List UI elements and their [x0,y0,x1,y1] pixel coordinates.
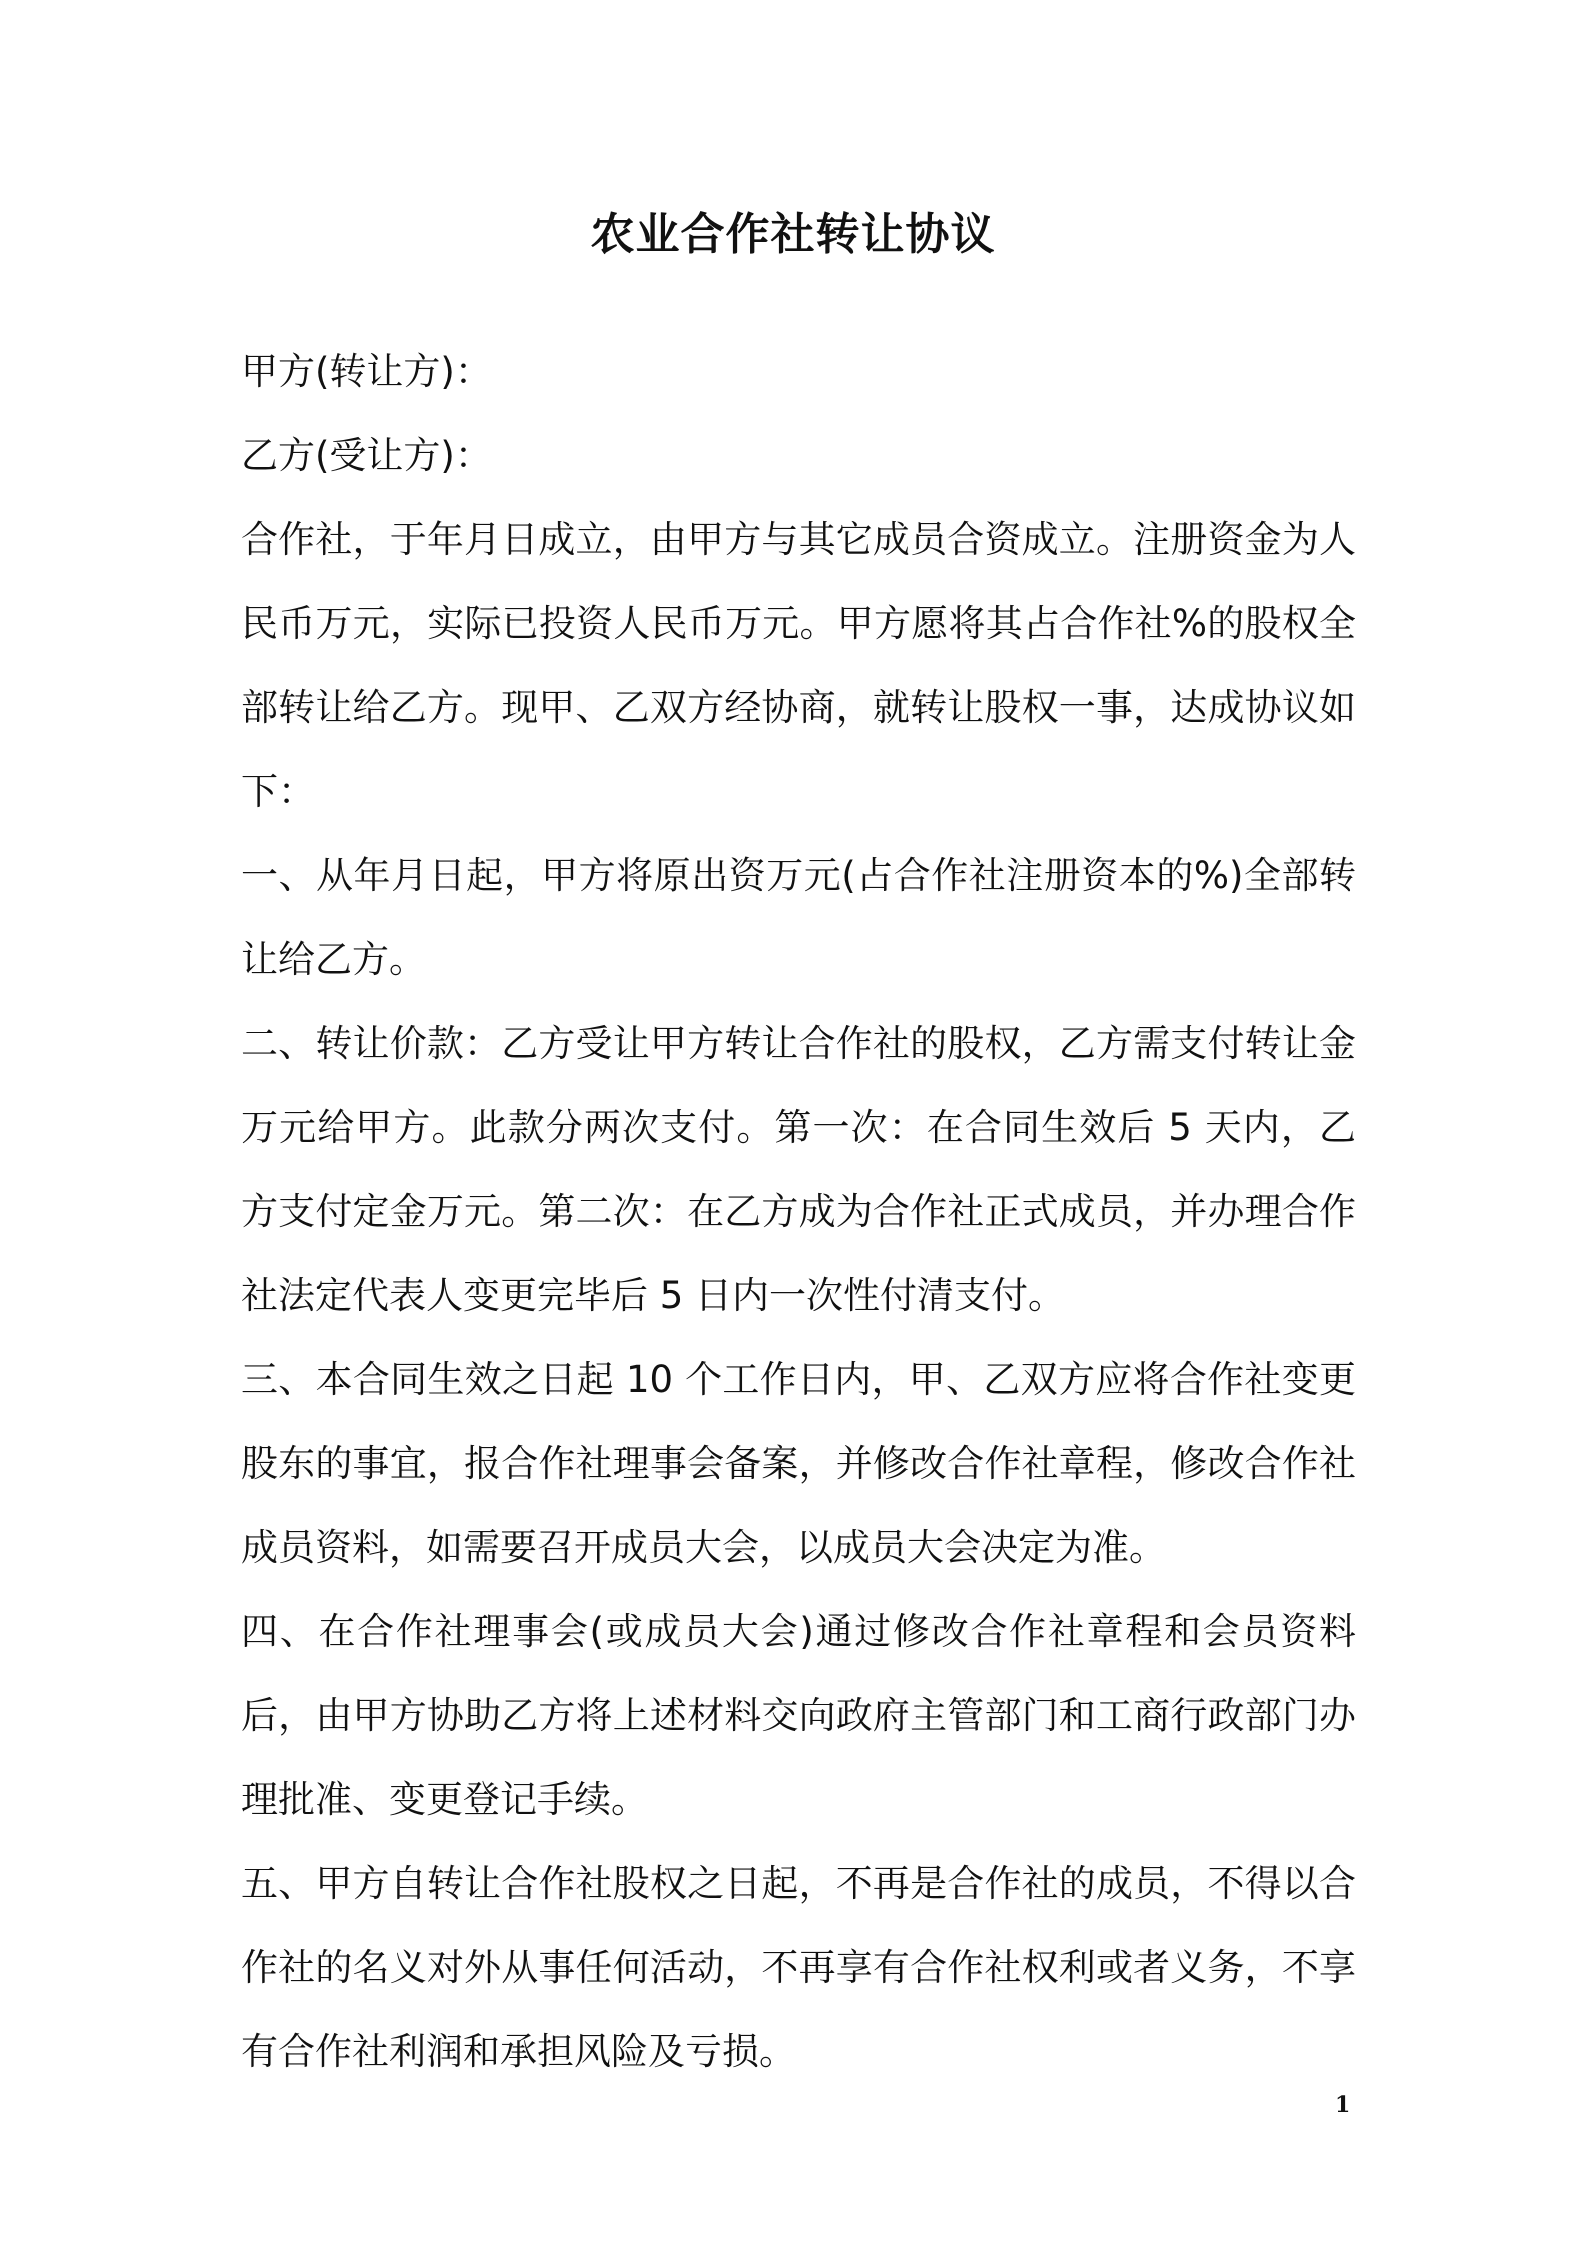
clause-4: 四、在合作社理事会(或成员大会)通过修改合作社章程和会员资料后，由甲方协助乙方将上述材料交向政府主管部门和工商行政部门办理批准、变更登记手续。 [241,1610,1356,1821]
party-b-line: 乙方(受让方)： [241,434,492,477]
clause-5: 五、甲方自转让合作社股权之日起，不再是合作社的成员，不得以合作社的名义对外从事任何活动，不再享有合作社权利或者义务，不享有合作社利润和承担风险及亏损。 [241,1862,1356,2073]
page-number: 1 [1335,2092,1351,2118]
party-a-line: 甲方(转让方)： [241,350,492,393]
document-title: 农业合作社转让协议 [590,209,996,260]
clause-1: 一、从年月日起，甲方将原出资万元(占合作社注册资本的%)全部转让给乙方。 [241,854,1356,981]
clause-3: 三、本合同生效之日起 10 个工作日内，甲、乙双方应将合作社变更股东的事宜，报合作社理事会备案，并修改合作社章程，修改合作社成员资料，如需要召开成员大会，以成员大会决定为准。 [241,1358,1356,1569]
document-body [241,330,1356,2094]
intro-paragraph: 合作社，于年月日成立，由甲方与其它成员合资成立。注册资金为人民币万元，实际已投资人民币万元。甲方愿将其占合作社%的股权全部转让给乙方。现甲、乙双方经协商，就转让股权一事，达成协议如下： [241,518,1356,813]
clause-2: 二、转让价款：乙方受让甲方转让合作社的股权，乙方需支付转让金万元给甲方。此款分两次支付。第一次：在合同生效后 5 天内，乙方支付定金万元。第二次：在乙方成为合作社正式成员，并办理合作社法定代表人变更完毕后 5 日内一次性付清支付。 [241,1022,1356,1317]
